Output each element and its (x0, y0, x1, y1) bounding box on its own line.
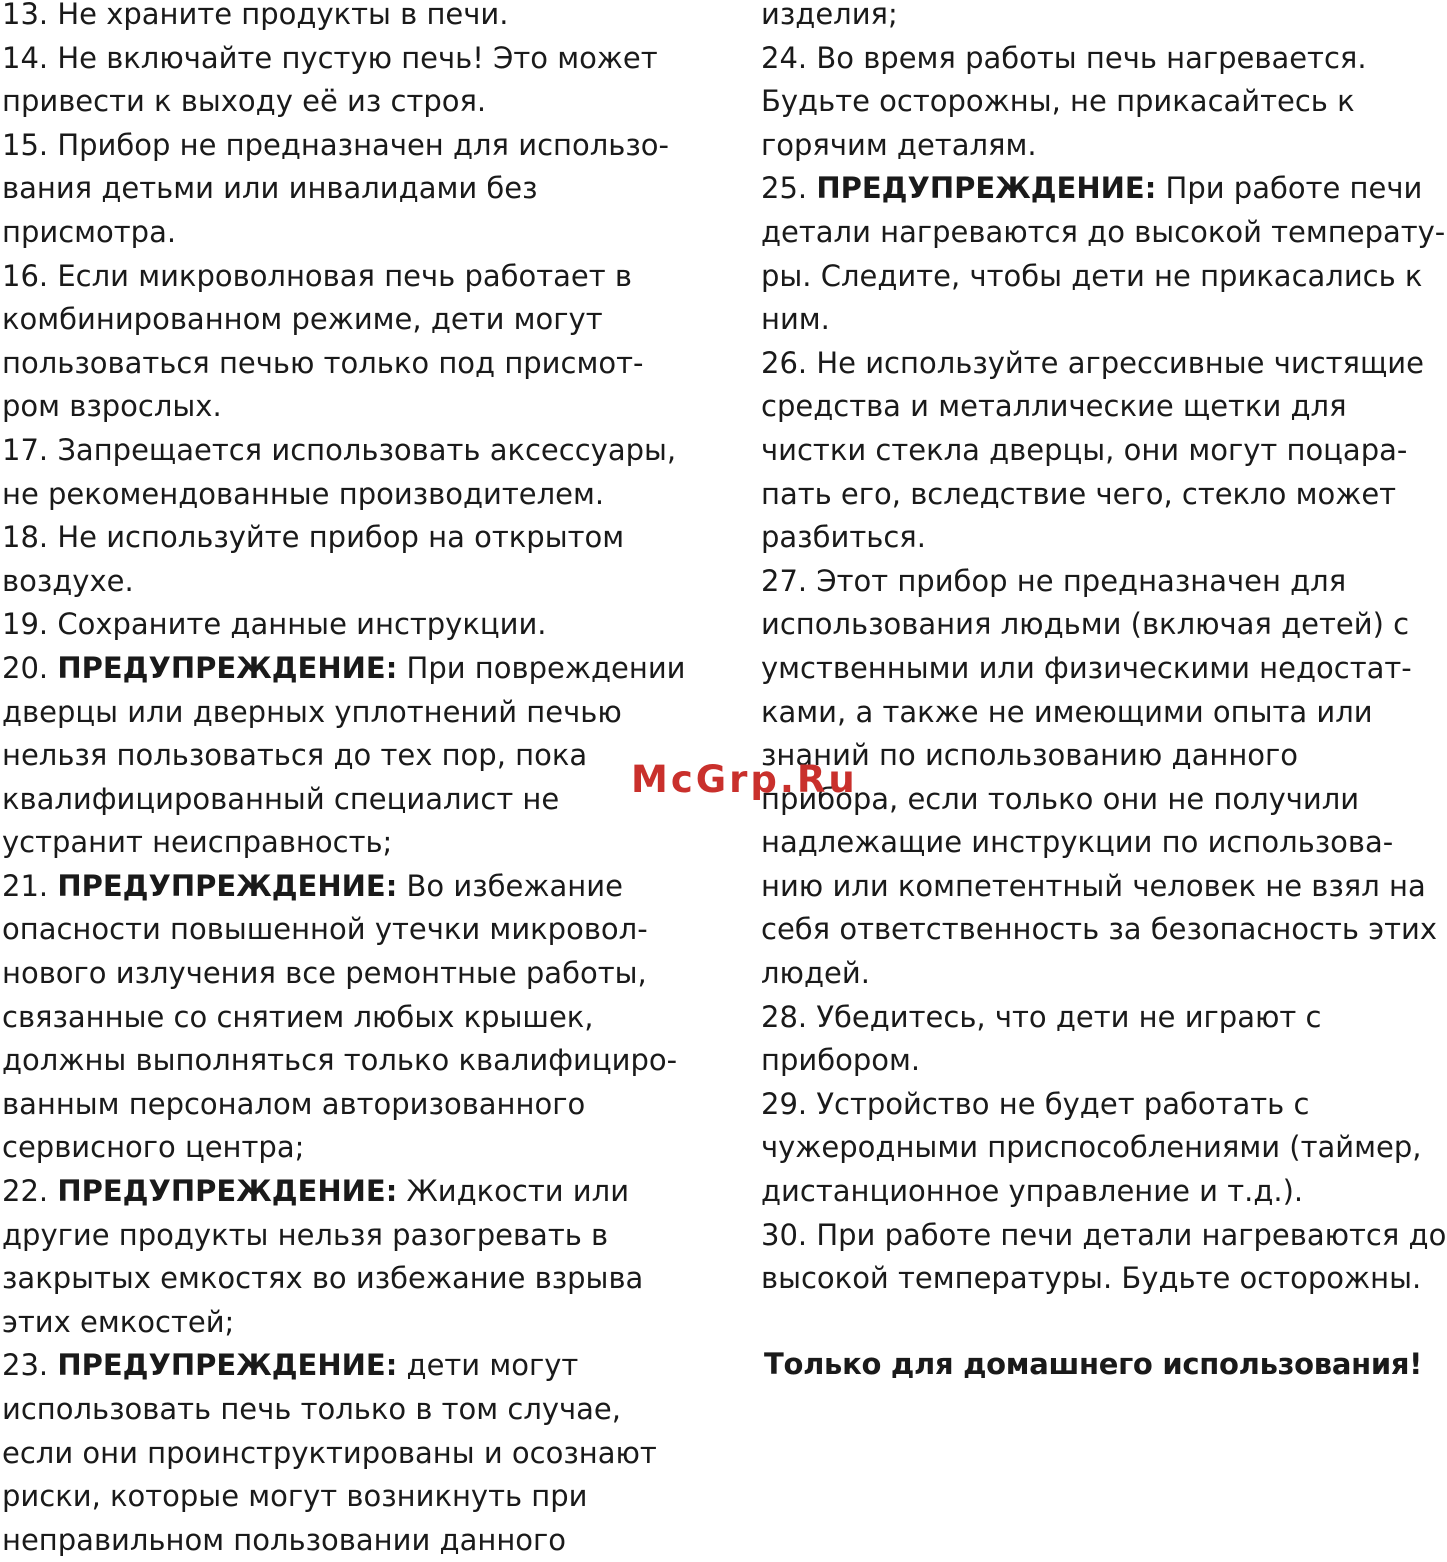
left-text-column (2, 0, 732, 1562)
text-line: 15. Прибор не предназначен для использо- (2, 127, 669, 162)
text-line: пать его, вследствие чего, стекло может (761, 476, 1397, 511)
text-line: чужеродными приспособлениями (таймер, (761, 1130, 1422, 1165)
text-line: не рекомендованные производителем. (2, 476, 605, 511)
text-line: другие продукты нельзя разогревать в (2, 1217, 609, 1252)
text-line (2, 1170, 732, 1214)
text-line: себя ответственность за безопасность этих (761, 912, 1438, 947)
text-line: ками, а также не имеющими опыта или (761, 694, 1373, 729)
text-line: детали нагреваются до высокой температу- (761, 214, 1446, 249)
text-line: 24. Во время работы печь нагревается. (761, 40, 1367, 75)
warning-text: Жидкости или (397, 1174, 630, 1209)
text-line: 27. Этот прибор не предназначен для (761, 563, 1347, 598)
text-line: людей. (761, 956, 870, 991)
text-line: связанные со снятием любых крышек, (2, 999, 594, 1034)
text-line: вания детьми или инвалидами без (2, 171, 538, 206)
text-line: комбинированном режиме, дети могут (2, 302, 603, 337)
warning-label: ПРЕДУПРЕЖДЕНИЕ: (57, 650, 398, 685)
warning-label: ПРЕДУПРЕЖДЕНИЕ: (57, 1174, 398, 1209)
warning-text: дети могут (397, 1348, 579, 1383)
text-line: 16. Если микроволновая печь работает в (2, 258, 632, 293)
text-line: 29. Устройство не будет работать с (761, 1086, 1310, 1121)
text-line: 18. Не используйте прибор на открытом (2, 520, 625, 555)
text-line: дистанционное управление и т.д.). (761, 1174, 1304, 1209)
text-line: изделия; (761, 0, 898, 31)
text-line: ры. Следите, чтобы дети не прикасались к (761, 258, 1423, 293)
text-line: 30. При работе печи детали нагреваются до (761, 1217, 1447, 1252)
text-line: сервисного центра; (2, 1130, 305, 1165)
text-line: горячим деталям. (761, 127, 1037, 162)
home-use-only-notice: Только для домашнего использования! (764, 1347, 1423, 1381)
text-line: 19. Сохраните данные инструкции. (2, 607, 547, 642)
text-line: 17. Запрещается использовать аксессуары, (2, 432, 677, 467)
text-line: воздухе. (2, 563, 134, 598)
site-watermark: McGrp.Ru (631, 758, 858, 801)
text-line: если они проинструктированы и осознают (2, 1435, 657, 1470)
text-line: ним. (761, 302, 830, 337)
text-line: ванным персоналом авторизованного (2, 1086, 586, 1121)
text-line: использовать печь только в том случае, (2, 1392, 621, 1426)
text-line: нельзя пользоваться до тех пор, пока (2, 738, 588, 773)
warning-label: ПРЕДУПРЕЖДЕНИЕ: (816, 171, 1157, 206)
text-line: высокой температуры. Будьте осторожны. (761, 1261, 1422, 1296)
item-number: 21. (2, 868, 58, 903)
text-line: чистки стекла дверцы, они могут поцара- (761, 432, 1408, 467)
text-line: средства и металлические щетки для (761, 389, 1347, 424)
text-line: знаний по использованию данного (761, 738, 1298, 773)
text-line (761, 167, 1447, 211)
warning-label: ПРЕДУПРЕЖДЕНИЕ: (57, 1348, 398, 1383)
text-line: 13. Не храните продукты в печи. (2, 0, 509, 31)
warning-text: Во избежание (397, 868, 623, 903)
text-line: умственными или физическими недостат- (761, 650, 1412, 685)
text-line: Будьте осторожны, не прикасайтесь к (761, 84, 1355, 119)
text-line: 26. Не используйте агрессивные чистящие (761, 345, 1424, 380)
text-line: прибором. (761, 1043, 921, 1078)
text-line: дверцы или дверных уплотнений печью (2, 694, 622, 729)
text-line: ром взрослых. (2, 389, 222, 424)
text-line: 14. Не включайте пустую печь! Это может (2, 40, 658, 75)
text-line (2, 647, 732, 691)
text-line: неправильном пользовании данного (2, 1522, 566, 1557)
text-line: использования людьми (включая детей) с (761, 607, 1410, 642)
text-line: присмотра. (2, 214, 177, 249)
warning-text: При работе печи (1156, 171, 1423, 206)
text-line: надлежащие инструкции по использова- (761, 825, 1394, 860)
warning-label: ПРЕДУПРЕЖДЕНИЕ: (57, 868, 398, 903)
text-line: прибора, если только они не получили (761, 781, 1360, 816)
text-line: закрытых емкостях во избежание взрыва (2, 1261, 644, 1296)
warning-text: При повреждении (397, 650, 686, 685)
text-line: 28. Убедитесь, что дети не играют с (761, 999, 1322, 1034)
text-line: этих емкостей; (2, 1304, 235, 1339)
item-number: 23. (2, 1348, 58, 1383)
text-line: пользоваться печью только под присмот- (2, 345, 644, 380)
item-number: 25. (761, 171, 817, 206)
right-text-column (761, 0, 1447, 1301)
text-line: разбиться. (761, 520, 926, 555)
text-line (2, 1344, 732, 1388)
text-line: нового излучения все ремонтные работы, (2, 956, 647, 991)
text-line: опасности повышенной утечки микровол- (2, 912, 648, 947)
item-number: 20. (2, 650, 58, 685)
text-line: устранит неисправность; (2, 825, 393, 860)
text-line: квалифицированный специалист не (2, 781, 560, 816)
item-number: 22. (2, 1174, 58, 1209)
text-line: нию или компетентный человек не взял на (761, 868, 1426, 903)
text-line: должны выполняться только квалифициро- (2, 1043, 678, 1078)
text-line: риски, которые могут возникнуть при (2, 1479, 588, 1514)
text-line: привести к выходу её из строя. (2, 84, 487, 119)
text-line (2, 865, 732, 909)
